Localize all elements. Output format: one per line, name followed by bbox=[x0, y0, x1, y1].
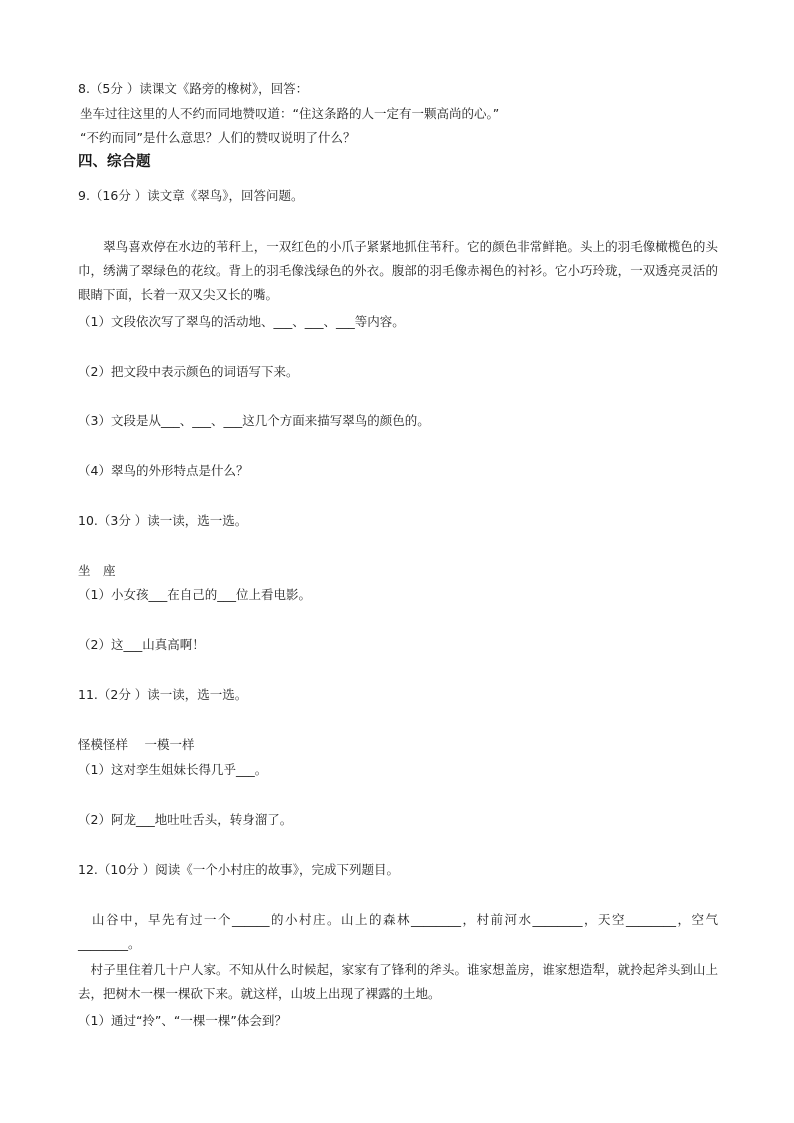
q9-subquestion-3: （3）文段是从___、___、___这几个方面来描写翠鸟的颜色的。 bbox=[78, 413, 430, 428]
q8-title: 8.（5分 ）读课文《路旁的橡树》，回答： bbox=[78, 81, 309, 96]
section-heading-comprehensive: 四、综合题 bbox=[78, 154, 151, 170]
q11-subquestion-2: （2）阿龙___地吐吐舌头，转身溜了。 bbox=[78, 812, 293, 827]
q9-title: 9.（16分 ）读文章《翠鸟》，回答问题。 bbox=[78, 188, 304, 203]
q11-subquestion-1: （1）这对孪生姐妹长得几乎___。 bbox=[78, 762, 268, 777]
q9-passage: 翠鸟喜欢停在水边的苇秆上，一双红色的小爪子紧紧地抓住苇秆。它的颜色非常鲜艳。头上的羽毛像橄榄色的头巾，绣满了翠绿色的花纹。背上的羽毛像浅绿色的外衣。腹部的羽毛像赤褐色的衬衫。它小巧玲珑，一双透亮灵活的眼睛下面，长着一双又尖又长的嘴。 bbox=[78, 239, 718, 302]
q10-word-choices: 坐 座 bbox=[78, 563, 116, 578]
q12-subquestion-1: （1）通过“拎”、“一棵一棵”体会到？ bbox=[78, 1013, 287, 1028]
q9-subquestion-2: （2）把文段中表示颜色的词语写下来。 bbox=[78, 364, 299, 379]
q9-subquestion-4: （4）翠鸟的外形特点是什么？ bbox=[78, 463, 249, 478]
q10-title: 10.（3分 ）读一读，选一选。 bbox=[78, 513, 248, 528]
q12-title: 12.（10分 ）阅读《一个小村庄的故事》，完成下列题目。 bbox=[78, 862, 400, 877]
q10-subquestion-1: （1）小女孩___在自己的___位上看电影。 bbox=[78, 587, 311, 602]
q9-subquestion-1: （1）文段依次写了翠鸟的活动地、___、___、___等内容。 bbox=[78, 314, 405, 329]
q12-passage-1: 山谷中，早先有过一个______的小村庄。山上的森林________，村前河水________，天空________，空气________。 bbox=[78, 912, 718, 951]
q8-question-line: “不约而同”是什么意思？人们的赞叹说明了什么？ bbox=[80, 130, 356, 145]
q11-title: 11.（2分 ）读一读，选一选。 bbox=[78, 687, 248, 702]
q11-word-choices: 怪模怪样 一模一样 bbox=[78, 737, 195, 752]
q8-quote-line: 坐车过往这里的人不约而同地赞叹道：“住这条路的人一定有一颗高尚的心。” bbox=[80, 106, 500, 121]
q10-subquestion-2: （2）这___山真高啊！ bbox=[78, 637, 205, 652]
q12-passage-2: 村子里住着几十户人家。不知从什么时候起，家家有了锋利的斧头。谁家想盖房，谁家想造犁，就拎起斧头到山上去，把树木一棵一棵砍下来。就这样，山坡上出现了裸露的土地。 bbox=[78, 962, 718, 1001]
